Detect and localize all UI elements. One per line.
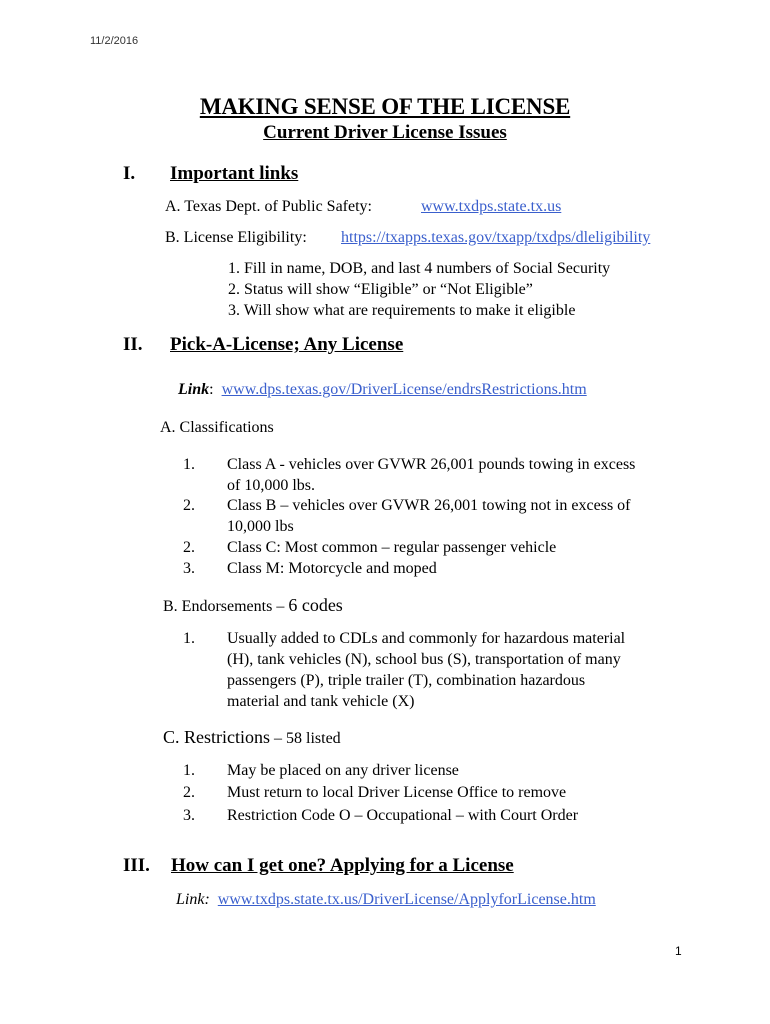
list-number: 2. [183, 497, 195, 514]
list-item: Class M: Motorcycle and moped [227, 560, 437, 577]
list-item: May be placed on any driver license [227, 762, 459, 779]
link-label: Link: [176, 891, 210, 908]
endorsements-label [163, 595, 343, 616]
list-item: 3. Will show what are requirements to make it eligible [228, 302, 576, 319]
restrictions-count: – 58 listed [270, 730, 341, 747]
list-item-continued: of 10,000 lbs. [227, 477, 315, 494]
document-title: MAKING SENSE OF THE LICENSE [199, 94, 571, 119]
classifications-label: A. Classifications [160, 419, 274, 436]
endorsements-restrictions-link[interactable]: www.dps.texas.gov/DriverLicense/endrsRestrictions.htm [221, 381, 587, 398]
list-item: Class B – vehicles over GVWR 26,001 towing not in excess of [227, 497, 631, 514]
list-number: 1. [183, 630, 195, 647]
endorsements-count: 6 codes [288, 595, 343, 615]
list-item: Class A - vehicles over GVWR 26,001 pounds towing in excess [227, 456, 636, 473]
list-number: 1. [183, 456, 195, 473]
list-item-continued: material and tank vehicle (X) [227, 693, 415, 710]
list-item: Restriction Code O – Occupational – with Court Order [227, 807, 579, 824]
link-colon: : [209, 381, 214, 398]
link-a-label: A. Texas Dept. of Public Safety: [165, 198, 372, 215]
restrictions-label-text: C. Restrictions [163, 727, 270, 747]
list-item-continued: 10,000 lbs [227, 518, 294, 535]
list-number: 3. [183, 807, 195, 824]
document-date: 11/2/2016 [90, 35, 139, 47]
link-b-label: B. License Eligibility: [165, 229, 307, 246]
eligibility-link[interactable]: https://txapps.texas.gov/txapp/txdps/dleligibility [341, 229, 651, 246]
apply-link-row [176, 891, 596, 909]
dps-link[interactable]: www.txdps.state.tx.us [421, 198, 562, 215]
section-3-number: III. [123, 855, 150, 876]
section-1-number: I. [123, 163, 136, 184]
list-item: 2. Status will show “Eligible” or “Not Eligible” [228, 281, 533, 298]
list-item: Class C: Most common – regular passenger vehicle [227, 539, 557, 556]
link-label: Link [178, 381, 210, 398]
list-item: Usually added to CDLs and commonly for hazardous material [227, 630, 626, 647]
section-3-heading: How can I get one? Applying for a License [171, 855, 514, 876]
endorsements-label-text: B. Endorsements – [163, 598, 289, 615]
section-2-number: II. [123, 334, 143, 355]
list-number: 2. [183, 539, 195, 556]
list-number: 3. [183, 560, 195, 577]
list-item-continued: passengers (P), triple trailer (T), combination hazardous [227, 672, 586, 689]
list-item: 1. Fill in name, DOB, and last 4 numbers of Social Security [228, 260, 611, 277]
document-subtitle: Current Driver License Issues [263, 122, 507, 143]
list-number: 1. [183, 762, 195, 779]
list-item: Must return to local Driver License Office to remove [227, 784, 567, 801]
list-number: 2. [183, 784, 195, 801]
restrictions-label [163, 727, 341, 748]
list-item-continued: (H), tank vehicles (N), school bus (S), transportation of many [227, 651, 621, 668]
license-link-row [178, 381, 587, 399]
page-number: 1 [675, 944, 682, 958]
section-2-heading: Pick-A-License; Any License [170, 334, 404, 355]
apply-for-license-link[interactable]: www.txdps.state.tx.us/DriverLicense/ApplyforLicense.htm [217, 891, 596, 908]
section-1-heading: Important links [170, 163, 299, 184]
